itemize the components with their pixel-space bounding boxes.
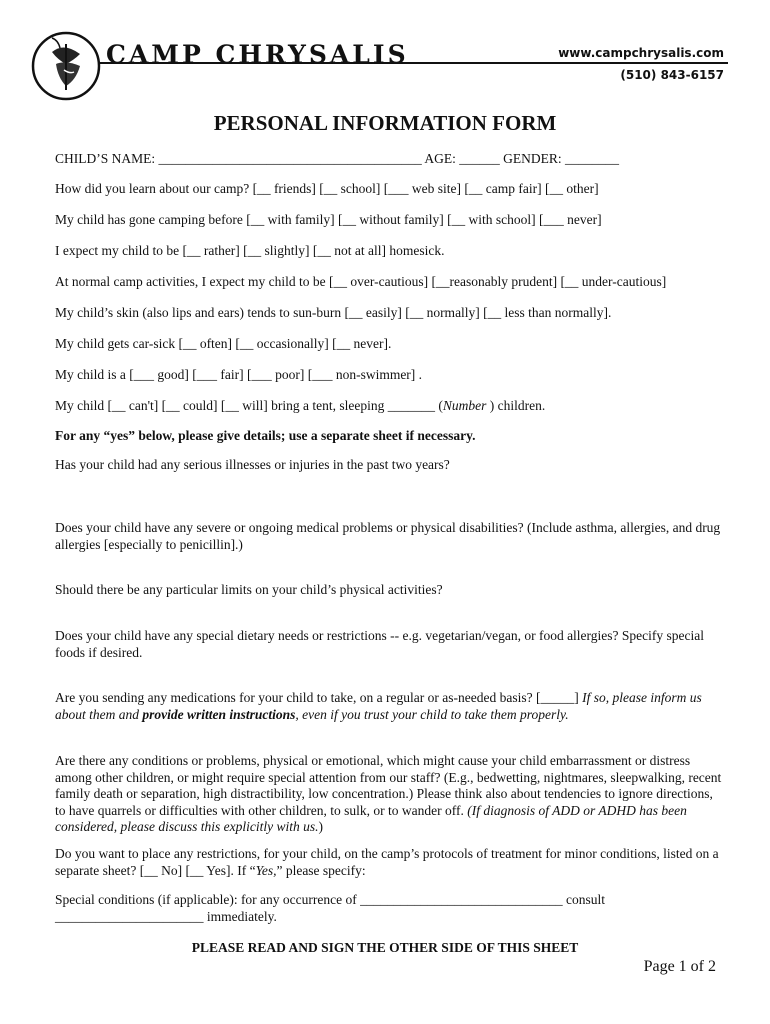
question-conditions xyxy=(55,753,725,836)
page-number: Page 1 of 2 xyxy=(643,958,716,975)
sunburn-line[interactable]: My child’s skin (also lips and ears) tends to sun-burn [__ easily] [__ normally] [__ less than normally]. xyxy=(55,305,612,320)
tent-text-b: ) children. xyxy=(486,398,546,413)
butterfly-logo-icon xyxy=(30,30,102,102)
letterhead xyxy=(0,0,770,100)
question-restrictions xyxy=(55,846,725,879)
question-dietary: Does your child have any special dietary needs or restrictions -- e.g. vegetarian/vegan, or food allergies? Specify special foods if desired. xyxy=(55,628,705,660)
question-activity-limits: Should there be any particular limits on your child’s physical activities? xyxy=(55,582,443,597)
restrict-text-b: Yes, xyxy=(255,862,277,878)
special-conditions-line[interactable]: Special conditions (if applicable): for any occurrence of ______________________________ consult ______________________ immediately. xyxy=(55,892,605,924)
yes-details-note: For any “yes” below, please give details; use a separate sheet if necessary. xyxy=(55,428,476,443)
restrict-text-c: ” please specify: xyxy=(276,862,366,878)
conditions-text-a: Are there any conditions or problems, physical or emotional, which might cause your child embarrassment or distress among other children, or might require special attention from our staff? (E.g., bedwetting, nightmares, sleepwalking, recent family death or separation, high distractibility, low concentration.) Please think also about tendencies to ignore directions, to have quarrels or difficulties with other children, to sulk, or to wander off. xyxy=(55,753,722,818)
tent-number-label: Number xyxy=(442,398,487,413)
question-medications xyxy=(55,690,725,723)
tent-line[interactable] xyxy=(55,397,725,414)
homesick-line[interactable]: I expect my child to be [__ rather] [__ slightly] [__ not at all] homesick. xyxy=(55,243,445,258)
meds-text-b: If so, please inform us about them and xyxy=(55,690,702,722)
conditions-text-b: (If diagnosis of ADD or ADHD has been considered, please discuss this explicitly with us. xyxy=(55,802,687,834)
child-name-line[interactable]: CHILD’S NAME: _______________________________________ AGE: ______ GENDER: ________ xyxy=(55,151,619,166)
tent-text-a: My child [__ can't] [__ could] [__ will] bring a tent, sleeping _______ ( xyxy=(55,398,443,413)
question-medical: Does your child have any severe or ongoing medical problems or physical disabilities? (Include asthma, allergies, and drug allergies [especially to penicillin].) xyxy=(55,520,721,552)
learn-about-camp-line[interactable]: How did you learn about our camp? [__ friends] [__ school] [___ web site] [__ camp fair] [__ other] xyxy=(55,181,599,196)
header-rule xyxy=(100,62,728,64)
question-illness: Has your child had any serious illnesses or injuries in the past two years? xyxy=(55,457,450,472)
swimmer-line[interactable]: My child is a [___ good] [___ fair] [___ poor] [___ non-swimmer] . xyxy=(55,367,423,382)
meds-text-c: provide written instructions xyxy=(142,706,296,722)
camping-experience-line[interactable]: My child has gone camping before [__ with family] [__ without family] [__ with school] [___ never] xyxy=(55,212,602,227)
website[interactable]: www.campchrysalis.com xyxy=(558,46,724,60)
phone-number: (510) 843-6157 xyxy=(620,68,724,82)
meds-text-a: Are you sending any medications for your child to take, on a regular or as-needed basis? [_____] xyxy=(55,690,583,705)
meds-text-d: , even if you trust your child to take them properly. xyxy=(295,706,569,722)
carsick-line[interactable]: My child gets car-sick [__ often] [__ occasionally] [__ never]. xyxy=(55,336,392,351)
restrict-text-a: Do you want to place any restrictions, for your child, on the camp’s protocols of treatment for minor conditions, listed on a separate sheet? [__ No] [__ Yes]. If “ xyxy=(55,846,719,878)
camp-name: CAMP CHRYSALIS xyxy=(106,40,409,69)
form-title: PERSONAL INFORMATION FORM xyxy=(213,111,557,135)
conditions-text-c: ) xyxy=(318,819,323,834)
activity-caution-line[interactable]: At normal camp activities, I expect my child to be [__ over-cautious] [__reasonably prudent] [__ under-cautious] xyxy=(55,274,667,289)
sign-other-side-note: PLEASE READ AND SIGN THE OTHER SIDE OF THIS SHEET xyxy=(191,940,579,955)
